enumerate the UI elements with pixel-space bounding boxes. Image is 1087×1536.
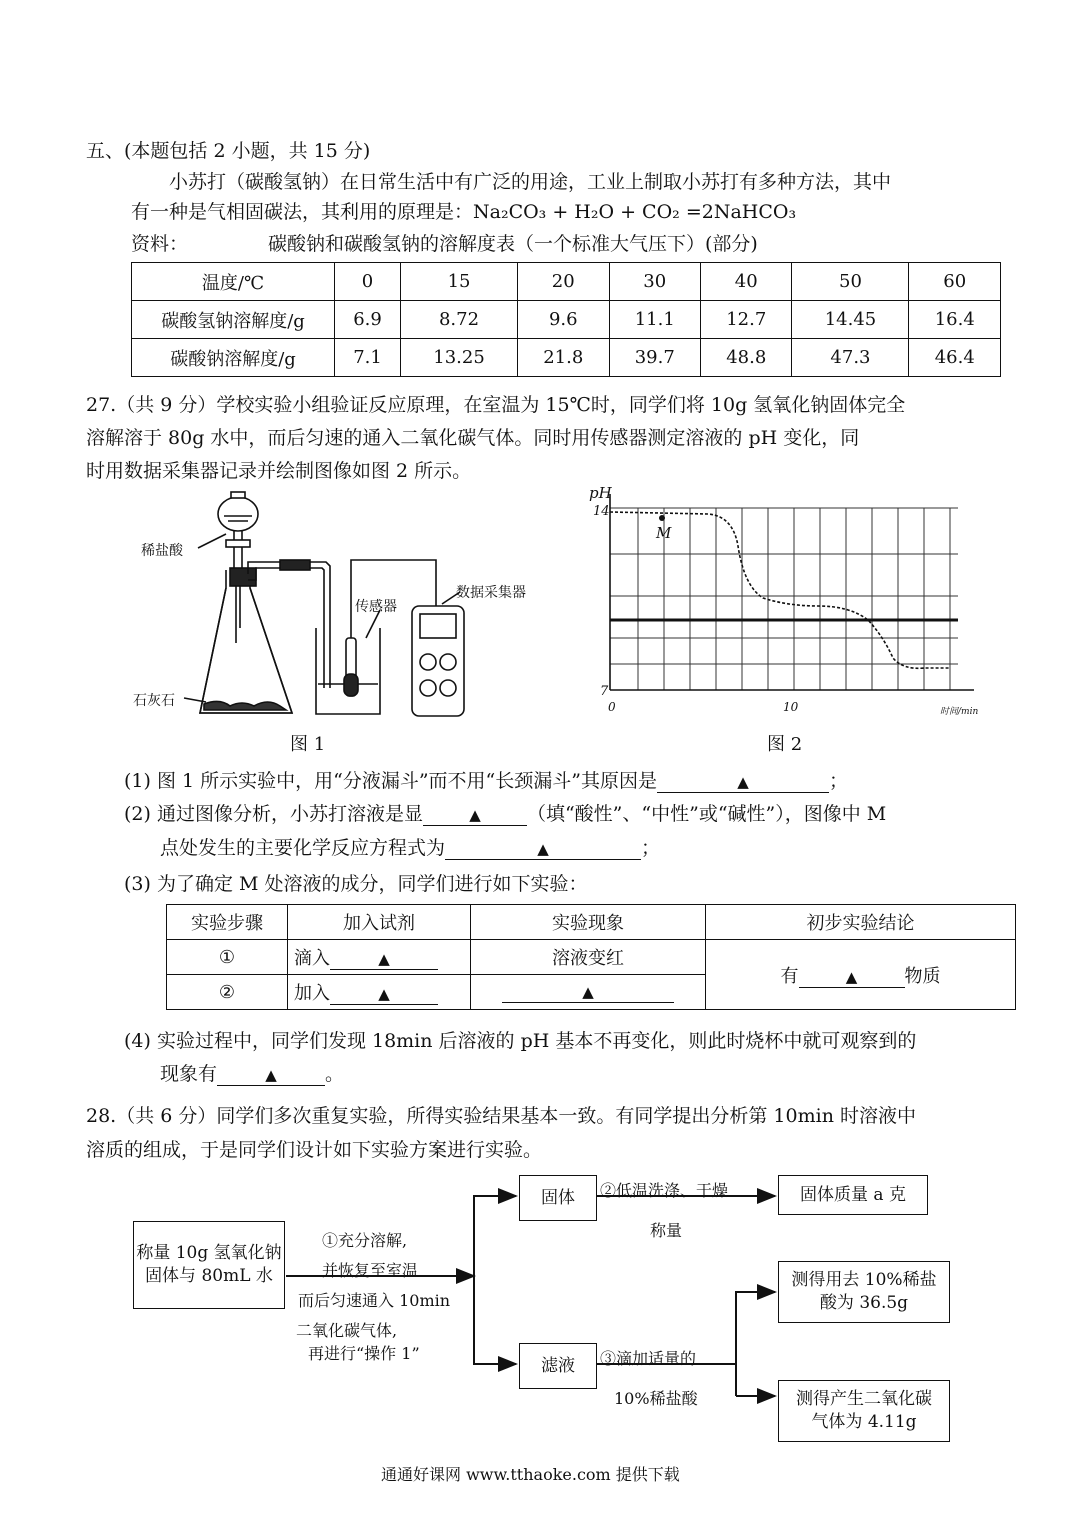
label-data-collector: 数据采集器 xyxy=(456,585,526,601)
answer-blank[interactable]: ▲ xyxy=(799,966,905,988)
q27-part-3: (3) 为了确定 M 处溶液的成分，同学们进行如下实验： xyxy=(124,873,588,895)
point-m-label: M xyxy=(656,524,672,542)
table-cell: 6.9 xyxy=(335,301,401,339)
table-cell: ① xyxy=(167,940,288,975)
table-cell: 11.1 xyxy=(609,301,700,339)
table-cell: 40 xyxy=(700,263,791,301)
funnel-bulb xyxy=(218,497,258,531)
answer-blank[interactable]: ▲ xyxy=(657,770,829,793)
flow-result-2-box: 测得产生二氧化碳气体为 4.11g xyxy=(778,1380,950,1442)
q27-part-2b: 点处发生的主要化学反应方程式为 ▲ ； xyxy=(160,837,661,859)
experiment-table xyxy=(166,904,1016,1010)
q27-line-2: 溶解溶于 80g 水中，而后匀速的通入二氧化碳气体。同时用传感器测定溶液的 pH 变化，同 xyxy=(86,427,860,449)
table-cell: 有 ▲ 物质 xyxy=(706,940,1016,1010)
answer-blank[interactable]: ▲ xyxy=(217,1063,325,1086)
figure-2-caption: 图 2 xyxy=(767,734,803,755)
table-row xyxy=(167,940,1016,975)
q28-line-2: 溶质的组成，于是同学们设计如下实验方案进行实验。 xyxy=(86,1139,543,1161)
x-axis-label: 时间/min xyxy=(940,707,979,717)
answer-blank[interactable]: ▲ xyxy=(423,803,527,826)
table-cell: 46.4 xyxy=(909,339,1001,377)
flow-step1-b: 并恢复至室温 xyxy=(322,1261,419,1280)
flow-step3-a: ③滴加适量的 xyxy=(600,1349,697,1368)
q27-line-3: 时用数据采集器记录并绘制图像如图 2 所示。 xyxy=(86,460,472,482)
answer-blank[interactable]: ▲ xyxy=(502,981,674,1003)
flow-step1-a: ①充分溶解, xyxy=(322,1231,408,1250)
y-tick-14: 14 xyxy=(593,504,610,519)
table-row xyxy=(167,905,1016,940)
y-axis-label: pH xyxy=(589,484,612,502)
table-cell: 21.8 xyxy=(518,339,609,377)
q27-part-4a: (4) 实验过程中，同学们发现 18min 后溶液的 pH 基本不再变化，则此时烧杯中就可观察到的 xyxy=(124,1030,917,1052)
flow-step1-c: 而后匀速通入 10min xyxy=(298,1291,451,1310)
table-cell: 30 xyxy=(609,263,700,301)
table-title: 碳酸钠和碳酸氢钠的溶解度表（一个标准大气压下）(部分) xyxy=(268,233,758,255)
y-tick-7: 7 xyxy=(600,684,609,699)
table-cell: 实验步骤 xyxy=(167,905,288,940)
table-cell xyxy=(471,975,706,1010)
q27-part-2a: (2) 通过图像分析，小苏打溶液是显 ▲ （填“酸性”、“中性”或“碱性”），图像中 M xyxy=(124,803,887,825)
table-cell: 加入试剂 xyxy=(288,905,471,940)
table-cell: 20 xyxy=(518,263,609,301)
table-cell: 48.8 xyxy=(700,339,791,377)
intro-line-2: 有一种是气相固碳法，其利用的原理是：Na₂CO₃ + H₂O + CO₂ =2NaHCO₃ xyxy=(131,201,797,223)
flow-step3-b: 10%稀盐酸 xyxy=(614,1389,698,1408)
flow-step2-a: ②低温洗涤、干燥 xyxy=(600,1181,729,1200)
flow-solid-box: 固体 xyxy=(519,1175,597,1221)
table-cell: 12.7 xyxy=(700,301,791,339)
figure-1-caption: 图 1 xyxy=(290,734,326,755)
flow-step1-d: 二氧化碳气体, xyxy=(296,1321,398,1340)
table-cell: 16.4 xyxy=(909,301,1001,339)
table-cell: 实验现象 xyxy=(471,905,706,940)
section-heading: 五、(本题包括 2 小题，共 15 分) xyxy=(86,140,371,162)
table-row xyxy=(132,339,1001,377)
table-cell: 碳酸氢钠溶解度/g xyxy=(132,301,335,339)
answer-blank[interactable]: ▲ xyxy=(330,948,438,970)
table-cell: 碳酸钠溶解度/g xyxy=(132,339,335,377)
table-row xyxy=(132,301,1001,339)
table-cell: 60 xyxy=(909,263,1001,301)
page-footer: 通通好课网 www.tthaoke.com 提供下载 xyxy=(381,1465,680,1484)
answer-blank[interactable]: ▲ xyxy=(330,983,438,1005)
x-tick-0: 0 xyxy=(608,700,616,714)
table-cell: 15 xyxy=(401,263,518,301)
table-cell: 50 xyxy=(792,263,909,301)
answer-blank[interactable]: ▲ xyxy=(445,837,641,860)
solubility-table xyxy=(131,262,1001,377)
flow-filtrate-box: 滤液 xyxy=(519,1343,597,1389)
table-cell: 0 xyxy=(335,263,401,301)
label-limestone: 石灰石 xyxy=(133,693,175,709)
table-cell: 7.1 xyxy=(335,339,401,377)
table-cell: 溶液变红 xyxy=(471,940,706,975)
table-row xyxy=(132,263,1001,301)
q27-line-1: 27.（共 9 分）学校实验小组验证反应原理，在室温为 15℃时，同学们将 10g 氢氧化钠固体完全 xyxy=(86,394,906,416)
figure-2-ph-graph xyxy=(588,486,988,726)
table-cell: 8.72 xyxy=(401,301,518,339)
q27-part-1: (1) 图 1 所示实验中，用“分液漏斗”而不用“长颈漏斗”其原因是 ▲ ； xyxy=(124,770,848,792)
label-sensor: 传感器 xyxy=(355,599,397,615)
q27-part-4b: 现象有 ▲ 。 xyxy=(160,1063,345,1085)
table-cell: ② xyxy=(167,975,288,1010)
table-cell: 初步实验结论 xyxy=(706,905,1016,940)
flow-step2-b: 称量 xyxy=(650,1221,683,1240)
flow-result-1-box: 测得用去 10%稀盐酸为 36.5g xyxy=(778,1261,950,1323)
intro-line-1: 小苏打（碳酸氢钠）在日常生活中有广泛的用途，工业上制取小苏打有多种方法，其中 xyxy=(169,171,892,193)
reference-label: 资料： xyxy=(131,233,189,255)
table-cell: 13.25 xyxy=(401,339,518,377)
table-cell: 9.6 xyxy=(518,301,609,339)
flow-solid-mass-box: 固体质量 a 克 xyxy=(778,1175,928,1215)
flow-step1-e: 再进行“操作 1” xyxy=(308,1344,420,1363)
point-m xyxy=(659,515,665,521)
label-dilute-acid: 稀盐酸 xyxy=(141,543,183,559)
q28-line-1: 28.（共 6 分）同学们多次重复实验，所得实验结果基本一致。有同学提出分析第 10min 时溶液中 xyxy=(86,1105,916,1127)
flow-start-box: 称量 10g 氢氧化钠固体与 80mL 水 xyxy=(133,1221,285,1309)
table-cell: 滴入 ▲ xyxy=(288,940,471,975)
table-cell: 14.45 xyxy=(792,301,909,339)
table-cell: 39.7 xyxy=(609,339,700,377)
table-cell: 温度/℃ xyxy=(132,263,335,301)
table-cell: 47.3 xyxy=(792,339,909,377)
x-tick-10: 10 xyxy=(783,700,799,714)
figure-1-apparatus xyxy=(130,488,550,724)
table-cell: 加入 ▲ xyxy=(288,975,471,1010)
